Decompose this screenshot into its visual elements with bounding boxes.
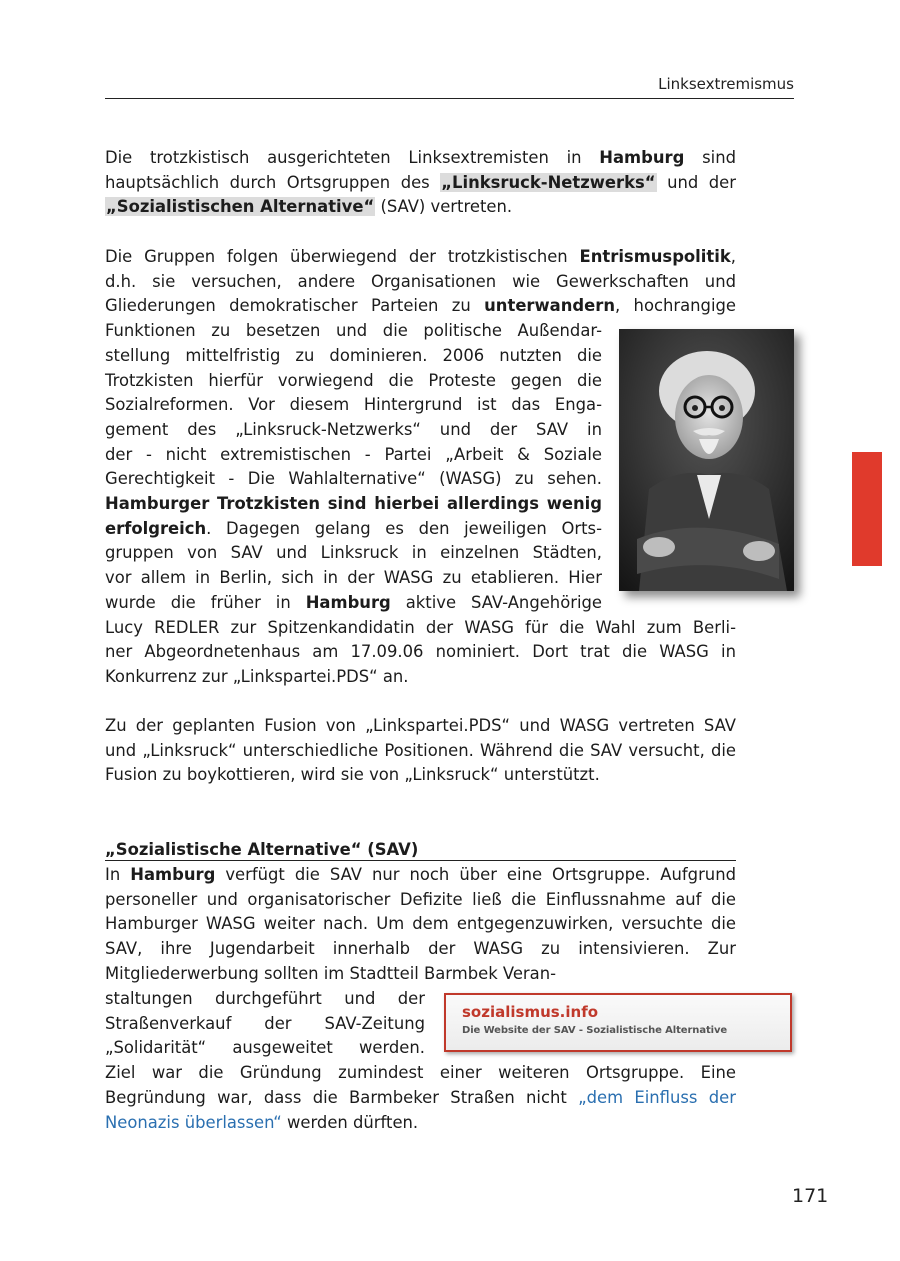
line: Hamburger Trotzkisten sind hierbei allerdings wenig bbox=[105, 494, 602, 514]
line: „Solidarität“ ausgeweitet werden. bbox=[105, 1038, 425, 1058]
section-rule bbox=[105, 860, 736, 861]
line: erfolgreich. Dagegen gelang es den jeweiligen Orts- bbox=[105, 518, 602, 538]
line: gement des „Linksruck-Netzwerks“ und der SAV in bbox=[105, 419, 602, 439]
banner-subtitle: Die Website der SAV - Sozialistische Alternative bbox=[462, 1025, 728, 1036]
line: Begründung war, dass die Barmbeker Straßen nicht „dem Einfluss der bbox=[105, 1087, 737, 1107]
highlight-linksruck: „Linksruck-Netzwerks“ bbox=[441, 172, 656, 192]
portrait-photo bbox=[619, 329, 794, 591]
paragraph-sav-hamburg: In Hamburg verfügt die SAV nur noch über eine Ortsgruppe. Aufgrund personeller und organisatorischer Defizite ließ die Einflussnahme auf die Hamburger WASG weiter nach. Um dem entgegenzuwirken, versuchte die SAV, ihre Jugendarbeit innerhalb der WASG zu intensivieren. Zur Mitgliederwerbung sollten im Stadtteil Barmbek Veran- bbox=[105, 865, 736, 983]
line: Neonazis überlassen“ werden dürften. bbox=[105, 1112, 419, 1132]
running-header: Linksextremismus bbox=[658, 75, 794, 93]
line: Gerechtigkeit - Die Wahlalternative“ (WASG) zu sehen. bbox=[105, 469, 602, 489]
line: ner Abgeordnetenhaus am 17.09.06 nominiert. Dort trat die WASG in bbox=[105, 642, 736, 662]
quote-link: „dem Einfluss der bbox=[578, 1087, 737, 1107]
line: der - nicht extremistischen - Partei „Arbeit & Soziale bbox=[105, 444, 602, 464]
highlight-sav: „Sozialistischen Alternative“ bbox=[106, 197, 375, 217]
quote-link-continued: Neonazis überlassen“ bbox=[105, 1112, 282, 1132]
line: Konkurrenz zur „Linkspartei.PDS“ an. bbox=[105, 666, 409, 686]
line: d.h. sie versuchen, andere Organisationen wie Gewerkschaften und bbox=[105, 271, 736, 291]
line: Ziel war die Gründung zumindest einer weiteren Ortsgruppe. Eine bbox=[105, 1063, 736, 1083]
sozialismus-info-banner bbox=[444, 993, 792, 1052]
line: gruppen von SAV und Linksruck in einzelnen Städten, bbox=[105, 543, 602, 563]
page-number: 171 bbox=[792, 1185, 829, 1207]
section-heading-sav: „Sozialistische Alternative“ (SAV) bbox=[105, 840, 419, 859]
line: Sozialreformen. Vor diesem Hintergrund ist das Enga- bbox=[105, 395, 602, 415]
portrait-illustration bbox=[619, 329, 794, 591]
line: Funktionen zu besetzen und die politische Außendar- bbox=[105, 321, 602, 341]
line: Die Gruppen folgen überwiegend der trotzkistischen Entrismuspolitik, bbox=[105, 247, 736, 266]
line: stellung mittelfristig zu dominieren. 2006 nutzten die bbox=[105, 345, 602, 365]
line: Lucy REDLER zur Spitzenkandidatin der WASG für die Wahl zum Berli- bbox=[105, 617, 736, 637]
chapter-side-tab bbox=[852, 452, 882, 566]
header-rule bbox=[105, 98, 794, 99]
line: Gliederungen demokratischer Parteien zu unterwandern, hochrangige bbox=[105, 296, 736, 316]
bold-hamburg: Hamburg bbox=[599, 148, 685, 167]
paragraph-fusion: Zu der geplanten Fusion von „Linkspartei.PDS“ und WASG vertreten SAV und „Linksruck“ unterschiedliche Positionen. Während die SAV versucht, die Fusion zu boykottieren, wird sie von „Linksruck“ unterstützt. bbox=[105, 716, 736, 785]
line: Straßenverkauf der SAV-Zeitung bbox=[105, 1013, 425, 1033]
paragraph-intro: Die trotzkistisch ausgerichteten Linksextremisten in Hamburg sind hauptsächlich durch Ortsgruppen des „Linksruck-Netzwerks“ und der „Sozialistischen Alternative“ (SAV) vertreten. bbox=[105, 148, 737, 217]
line: vor allem in Berlin, sich in der WASG zu etablieren. Hier bbox=[105, 568, 602, 588]
banner-title: sozialismus.info bbox=[462, 1003, 599, 1021]
line: staltungen durchgeführt und der bbox=[105, 989, 425, 1008]
line: Trotzkisten hierfür vorwiegend die Proteste gegen die bbox=[105, 370, 602, 390]
line: wurde die früher in Hamburg aktive SAV-Angehörige bbox=[105, 592, 603, 612]
